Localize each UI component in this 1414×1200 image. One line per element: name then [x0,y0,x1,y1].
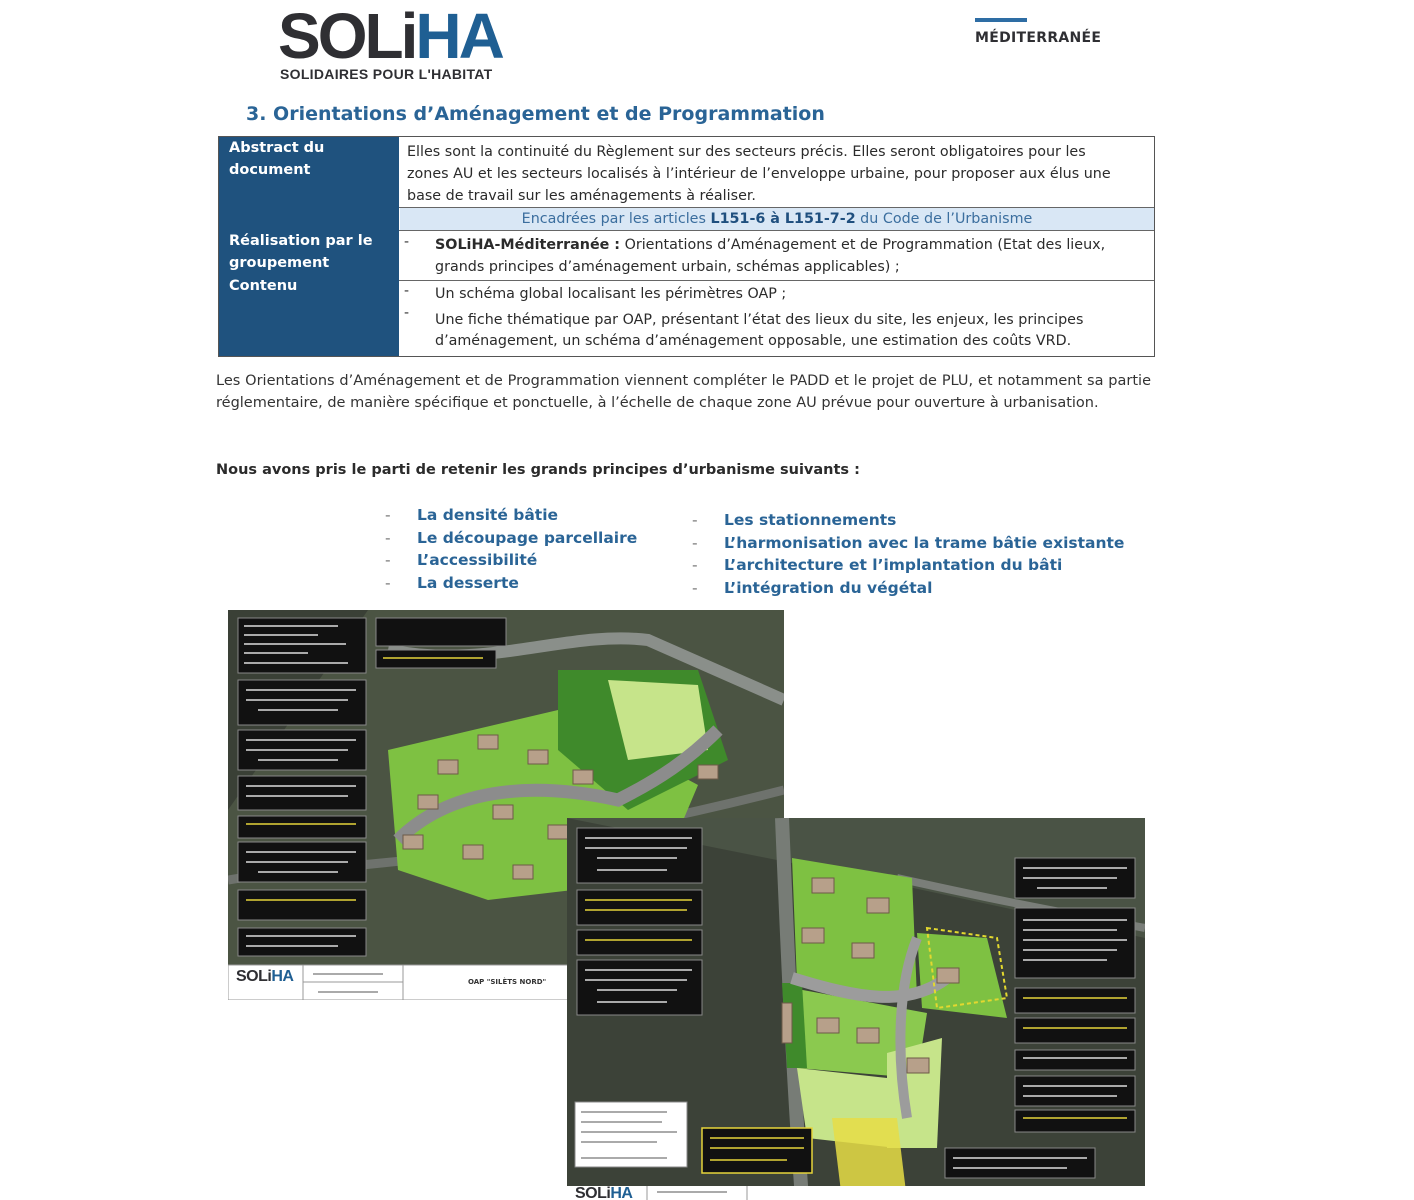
region-accent-bar [975,18,1027,22]
realisation-name: SOLiHA-Méditerranée : [435,237,621,253]
principle-item: - Le découpage parcellaire [385,529,637,552]
principle-item: - La densité bâtie [385,506,637,529]
dash-bullet: - [404,283,410,299]
abstract-line-2: zones AU et les secteurs localisés à l’intérieur de l’enveloppe urbaine, pour proposer aux élus une [407,166,1111,182]
map2-logo: SOLiHA [575,1185,633,1200]
row-divider [399,230,1154,231]
articles-ref: L151-6 à L151-7-2 [710,211,856,227]
label-contenu: Contenu [229,278,298,294]
map1-logo: SOLiHA [236,968,294,985]
oap-map-2-graphic [567,818,1145,1200]
map1-caption: OAP "SILÈTS NORD" [468,978,547,986]
contenu-line-3: d’aménagement, un schéma d’aménagement opposable, une estimation des coûts VRD. [435,333,1072,349]
body-paragraph: Les Orientations d’Aménagement et de Programmation viennent compléter le PADD et le projet de PLU, et notamment sa partie réglementaire, de manière spécifique et ponctuelle, à l’échelle de chaque zone AU prévue pour ouverture à urbanisation. [216,373,1151,411]
realisation-text-1: Orientations d’Aménagement et de Programmation (Etat des lieux, [620,237,1106,253]
articles-band [400,208,1154,230]
summary-table [218,136,1155,357]
dash-bullet: - [404,234,410,250]
principle-item: - L’harmonisation avec la trame bâtie existante [692,534,1124,557]
principle-item: - La desserte [385,574,637,597]
label-realisation-1: Réalisation par le [229,233,373,249]
label-abstract-1: Abstract du [229,140,325,156]
principle-item: - Les stationnements [692,511,1124,534]
label-realisation-2: groupement [229,255,330,271]
row-divider [399,280,1154,281]
contenu-line-2: Une fiche thématique par OAP, présentant l’état des lieux du site, les enjeux, les principes [435,312,1084,328]
region-label: MÉDITERRANÉE [975,30,1102,46]
principles-intro: Nous avons pris le parti de retenir les grands principes d’urbanisme suivants : [216,462,860,478]
articles-text-1: Encadrées par les articles [521,211,711,227]
logo-wordmark: SOLiHA [278,0,502,72]
section-title: 3. Orientations d’Aménagement et de Programmation [246,103,825,125]
abstract-line-1: Elles sont la continuité du Règlement sur des secteurs précis. Elles seront obligatoires pour les [407,144,1086,160]
realisation-line-2: grands principes d’aménagement urbain, schémas applicables) ; [435,259,900,275]
soliha-logo [278,0,502,82]
dash-bullet: - [404,305,410,321]
abstract-line-3: base de travail sur les aménagements à réaliser. [407,188,756,204]
principles-list-right [692,511,1124,601]
principle-item: - L’intégration du végétal [692,579,1124,602]
realisation-line-1 [435,234,1144,256]
principles-list-left [385,506,637,596]
contenu-line-1: Un schéma global localisant les périmètres OAP ; [435,286,787,302]
principle-item: - L’architecture et l’implantation du bâti [692,556,1124,579]
label-abstract-2: document [229,162,311,178]
oap-map-2 [567,818,1145,1200]
logo-tagline: SOLIDAIRES POUR L'HABITAT [280,66,493,82]
principle-item: - L’accessibilité [385,551,637,574]
articles-text-2: du Code de l’Urbanisme [855,211,1033,227]
